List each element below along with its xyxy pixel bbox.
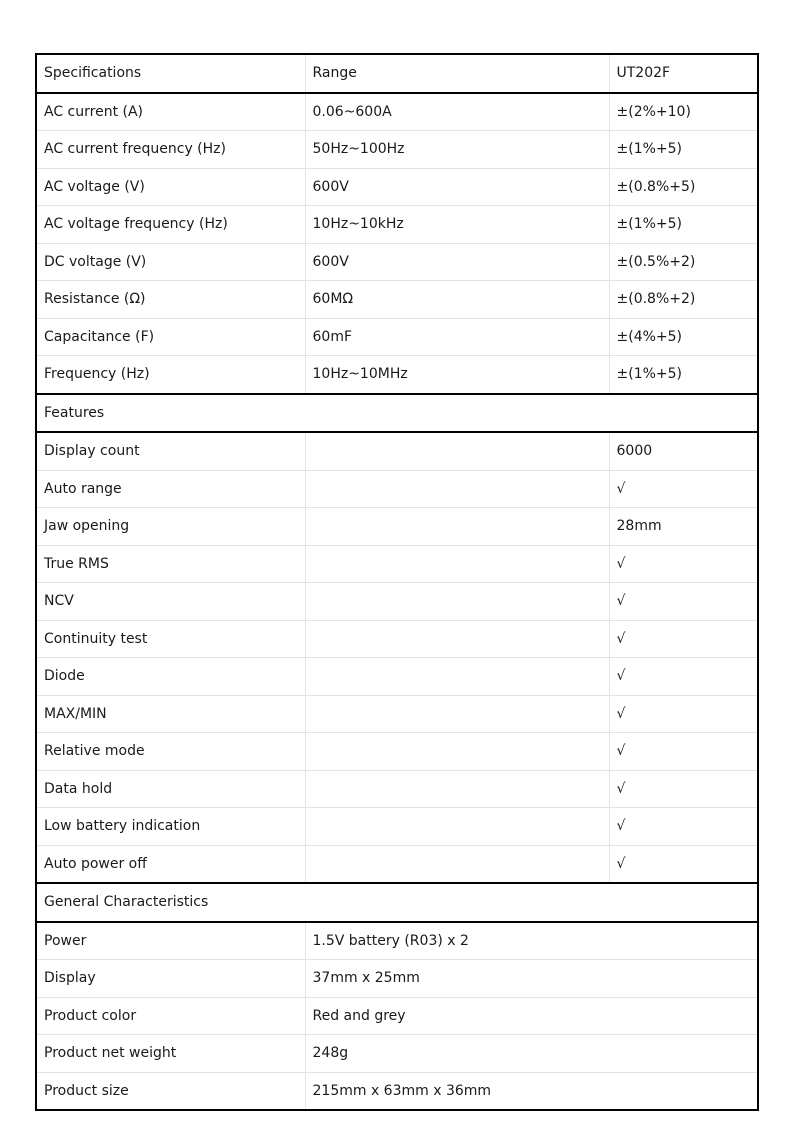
- feature-name: Diode: [36, 658, 305, 696]
- spec-accuracy: ±(1%+5): [609, 206, 758, 244]
- table-row: [36, 808, 758, 846]
- section-header-features: [36, 394, 758, 433]
- table-row: [36, 281, 758, 319]
- spec-accuracy: ±(0.5%+2): [609, 243, 758, 281]
- spec-accuracy: ±(0.8%+5): [609, 168, 758, 206]
- spec-name: Frequency (Hz): [36, 356, 305, 394]
- feature-value: √: [609, 583, 758, 621]
- table-row: [36, 470, 758, 508]
- spec-name: AC voltage (V): [36, 168, 305, 206]
- spec-range: 10Hz~10MHz: [305, 356, 609, 394]
- header-model: UT202F: [609, 54, 758, 93]
- specification-table: [35, 53, 759, 1111]
- feature-empty-cell: [305, 733, 609, 771]
- general-name: Product size: [36, 1072, 305, 1110]
- feature-value: √: [609, 620, 758, 658]
- feature-name: Low battery indication: [36, 808, 305, 846]
- table-row: [36, 93, 758, 131]
- table-row: [36, 318, 758, 356]
- feature-value: √: [609, 545, 758, 583]
- spec-accuracy: ±(1%+5): [609, 356, 758, 394]
- table-row: [36, 620, 758, 658]
- table-row: [36, 168, 758, 206]
- spec-name: Resistance (Ω): [36, 281, 305, 319]
- table-row: [36, 922, 758, 960]
- general-name: Product color: [36, 997, 305, 1035]
- spec-accuracy: ±(1%+5): [609, 131, 758, 169]
- general-value: 37mm x 25mm: [305, 960, 758, 998]
- spec-name: AC current frequency (Hz): [36, 131, 305, 169]
- table-row: [36, 131, 758, 169]
- table-row: [36, 545, 758, 583]
- feature-name: Display count: [44, 443, 140, 460]
- general-value: 215mm x 63mm x 36mm: [305, 1072, 758, 1110]
- spec-range: 0.06~600A: [305, 93, 609, 131]
- feature-empty-cell: [305, 620, 609, 658]
- table-row: [36, 508, 758, 546]
- spec-range: 600V: [305, 168, 609, 206]
- specification-table-body: [36, 54, 758, 1110]
- feature-empty-cell: [305, 845, 609, 883]
- table-row: [36, 695, 758, 733]
- feature-name: NCV: [36, 583, 305, 621]
- feature-value: √: [609, 470, 758, 508]
- feature-value: √: [609, 733, 758, 771]
- feature-name: Data hold: [36, 770, 305, 808]
- feature-value: √: [609, 695, 758, 733]
- table-row: [36, 583, 758, 621]
- feature-value: √: [609, 845, 758, 883]
- feature-empty-cell: [305, 432, 609, 470]
- spec-accuracy: ±(4%+5): [609, 318, 758, 356]
- table-row: [36, 356, 758, 394]
- section-header-general: [36, 883, 758, 922]
- general-name: Display: [36, 960, 305, 998]
- table-row: [36, 770, 758, 808]
- feature-name: MAX/MIN: [36, 695, 305, 733]
- spec-accuracy: ±(2%+10): [609, 93, 758, 131]
- general-value: 1.5V battery (R03) x 2: [305, 922, 758, 960]
- feature-empty-cell: [305, 470, 609, 508]
- general-title: General Characteristics: [36, 883, 758, 922]
- feature-value: √: [609, 658, 758, 696]
- feature-value: 6000: [609, 432, 758, 470]
- spec-name: DC voltage (V): [36, 243, 305, 281]
- table-row: [36, 997, 758, 1035]
- feature-name: Relative mode: [36, 733, 305, 771]
- feature-empty-cell: [305, 770, 609, 808]
- table-header-row: [36, 54, 758, 93]
- spec-name: Capacitance (F): [36, 318, 305, 356]
- header-range: Range: [305, 54, 609, 93]
- feature-empty-cell: [305, 508, 609, 546]
- table-row: [36, 658, 758, 696]
- feature-name: Continuity test: [36, 620, 305, 658]
- table-row: [36, 733, 758, 771]
- general-value: 248g: [305, 1035, 758, 1073]
- feature-empty-cell: [305, 583, 609, 621]
- feature-empty-cell: [305, 545, 609, 583]
- feature-name: Auto power off: [36, 845, 305, 883]
- features-title: Features: [36, 394, 758, 433]
- table-row: [36, 1035, 758, 1073]
- general-value: Red and grey: [305, 997, 758, 1035]
- feature-value: √: [609, 770, 758, 808]
- feature-name: True RMS: [36, 545, 305, 583]
- spec-accuracy: ±(0.8%+2): [609, 281, 758, 319]
- feature-empty-cell: [305, 808, 609, 846]
- table-row: [36, 243, 758, 281]
- feature-empty-cell: [305, 658, 609, 696]
- spec-name: AC voltage frequency (Hz): [36, 206, 305, 244]
- spec-range: 600V: [305, 243, 609, 281]
- table-row: [36, 845, 758, 883]
- spec-range: 50Hz~100Hz: [305, 131, 609, 169]
- table-row: [36, 960, 758, 998]
- spec-range: 60mF: [305, 318, 609, 356]
- table-row: [36, 206, 758, 244]
- feature-value: 28mm: [609, 508, 758, 546]
- spec-name: AC current (A): [44, 103, 144, 120]
- table-row: [36, 432, 758, 470]
- feature-name: Auto range: [36, 470, 305, 508]
- spec-range: 10Hz~10kHz: [305, 206, 609, 244]
- spec-range: 60MΩ: [305, 281, 609, 319]
- feature-value: √: [609, 808, 758, 846]
- feature-name: Jaw opening: [36, 508, 305, 546]
- header-specifications: Specifications: [36, 54, 305, 93]
- feature-empty-cell: [305, 695, 609, 733]
- general-name: Product net weight: [36, 1035, 305, 1073]
- general-name: Power: [44, 932, 87, 949]
- table-row: [36, 1072, 758, 1110]
